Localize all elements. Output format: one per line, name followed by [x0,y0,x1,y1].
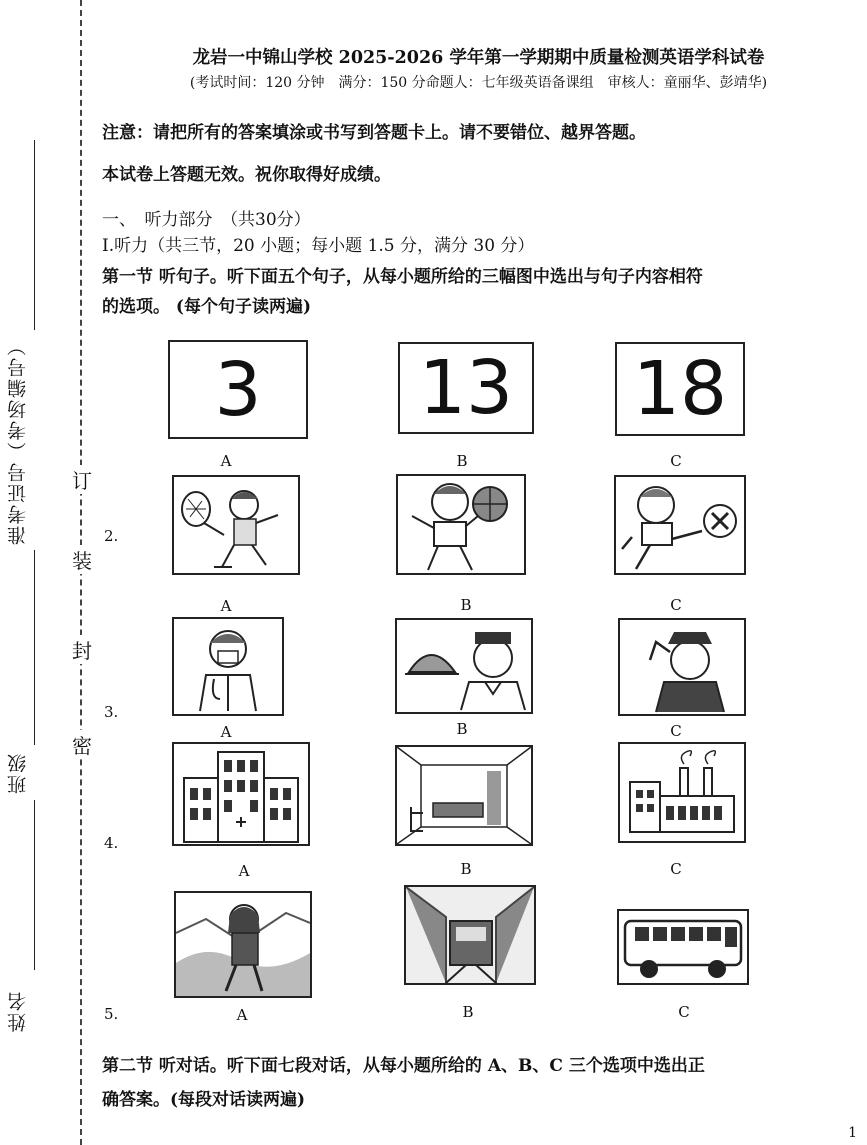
id-number-line [34,140,35,330]
seal-char-feng: 封 [72,635,92,664]
question-number: 2. [104,527,119,545]
waiter-image [395,618,533,714]
option-letter: B [460,860,472,878]
doctor-image [172,617,284,716]
train-image [404,885,536,985]
girl-playing-badminton-image [172,475,300,575]
option-letter: C [670,596,682,614]
hospital-image [172,742,310,846]
option-letter: B [456,452,468,470]
option-letter: C [670,860,682,878]
class-line [34,800,35,970]
option-letter: B [456,720,468,738]
boy-playing-basketball-image [396,474,526,575]
seal-char-ding: 订 [72,465,92,494]
walking-girl-image [174,891,312,998]
number-card-18: 18 [615,342,745,436]
option-letter: A [220,723,232,741]
boy-playing-soccer-image [614,475,746,575]
option-letter: A [220,452,232,470]
option-letter: B [462,1003,474,1021]
option-letter: B [460,596,472,614]
question-number: 3. [104,703,119,721]
bus-image [617,909,749,985]
seal-char-zhuang: 装 [72,545,92,574]
instruction-line-2: 的选项。 (每个句子读两遍) [102,297,312,317]
seal-char-mi: 密 [72,730,92,759]
section2-instruction-line-2: 确答案。(每段对话读两遍) [102,1090,306,1110]
option-letter: C [670,452,682,470]
notice-line-1: 注意：请把所有的答案填涂或书写到答题卡上。请不要错位、越界答题。 [102,123,646,143]
page-number: 1 [848,1125,857,1141]
instruction-line-1: 第一节 听句子。听下面五个句子，从每小题所给的三幅图中选出与句子内容相符 [102,267,703,287]
option-letter: A [238,862,250,880]
section2-instruction-line-1: 第二节 听对话。听下面七段对话，从每小题所给的 A、B、C 三个选项中选出正 [102,1056,705,1076]
notice-line-2: 本试卷上答题无效。祝你取得好成绩。 [102,165,391,185]
office-image [395,745,533,846]
id-number-line-2 [34,550,35,745]
exam-title: 龙岩一中锦山学校 2025-2026 学年第一学期期中质量检测英语学科试卷 [192,48,765,68]
option-letter: C [670,722,682,740]
number-card-13: 13 [398,342,534,434]
listening-part-title: I.听力（共三节，20 小题；每小题 1.5 分，满分 30 分） [102,236,535,256]
factory-image [618,742,746,843]
number-card-3: 3 [168,340,308,439]
exam-subtitle: (考试时间：120 分钟 满分：150 分命题人：七年级英语备课组 审核人：童丽华、彭靖华) [189,75,768,91]
option-letter: C [678,1003,690,1021]
police-officer-image [618,618,746,716]
option-letter: A [220,597,232,615]
question-number: 4. [104,834,119,852]
name-label: 姓名 [7,990,29,1032]
section-heading: 一、 听力部分 （共30分） [102,210,311,230]
question-number: 5. [104,1005,119,1023]
class-label: 班级 [7,752,29,794]
id-number-label: 准考证号（考场编号） [7,335,29,545]
option-letter: A [236,1006,248,1024]
